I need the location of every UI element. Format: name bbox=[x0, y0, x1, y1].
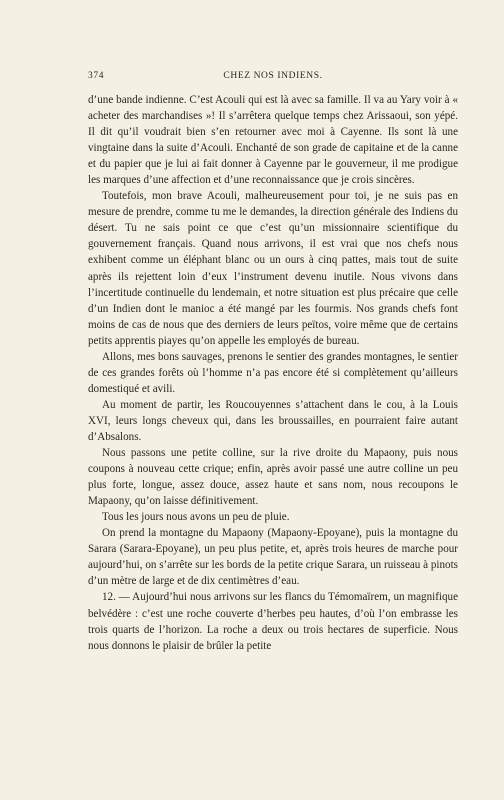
paragraph: On prend la montagne du Mapaony (Mapaony-Epoyane), puis la montagne du Sarara (Sarara-Epoyane), un peu plus petite, et, après trois heures de marche pour aujourd’hui, on s’arrête sur les bords de la petite crique Sarara, un ruisseau à pinots d’un mètre de large et de dix centimètres d’eau. bbox=[88, 527, 458, 588]
page-number: 374 bbox=[88, 71, 105, 81]
paragraph: d’une bande indienne. C’est Acouli qui est là avec sa famille. Il va au Yary voir à « acheter des marchandises »! Il s’arrêtera quelque temps chez Arissaoui, son yépé. Il dit qu’il voudrait bien s’en retourner avec moi à Cayenne. Ils sont là une vingtaine dans la suite d’Acouli. Enchanté de son grade de capitaine et de la canne et du papier que je lui ai fait donner à Cayenne par le gouverneur, il me prodigue les marques d’une affection et d’une reconnaissance que je crois sincères. bbox=[88, 94, 458, 187]
paragraph: Nous passons une petite colline, sur la rive droite du Mapaony, puis nous coupons à nouveau cette crique; enfin, après avoir passé une autre colline un peu plus forte, longue, assez douce, assez haute et sans nom, nous recoupons le Mapaony, qu’on laisse définitivement. bbox=[88, 447, 458, 508]
paragraph: Toutefois, mon brave Acouli, malheureusement pour toi, je ne suis pas en mesure de prendre, comme tu me le demandes, la direction générale des Indiens du désert. Tu ne sais point ce que c’est qu’un missionnaire scientifique du gouvernement français. Quand nous arrivons, il est vrai que nos chefs nous exhibent comme un éléphant blanc ou un ours à cinq pattes, mais tout de suite après ils rejettent loin d’eux l’instrument devenu inutile. Nous vivons dans l’incertitude continuelle du lendemain, et notre situation est plus précaire que celle d’un Indien dont le manioc a été mangé par les fourmis. Nos grands chefs font moins de cas de nous que des derniers de leurs peïtos, voire même que de certains petits apprentis piayes qu’on appelle les employés de bureau. bbox=[88, 190, 458, 347]
running-title: CHEZ NOS INDIENS. bbox=[223, 71, 323, 81]
page-header bbox=[88, 71, 458, 85]
paragraph: Tous les jours nous avons un peu de pluie. bbox=[102, 511, 290, 524]
paragraph: Allons, mes bons sauvages, prenons le sentier des grandes montagnes, le sentier de ces grandes forêts où l’homme n’a pas encore été si complètement qu’ailleurs domestiqué et avili. bbox=[88, 350, 458, 395]
body-text bbox=[88, 92, 458, 654]
paragraph: 12. — Aujourd’hui nous arrivons sur les flancs du Témomaïrem, un magnifique belvédère : c’est une roche couverte d’herbes peu hautes, d’où l’on embrasse les trois quarts de l’horizon. La roche a deux ou trois hectares de superficie. Nous nous donnons le plaisir de brûler la petite bbox=[88, 591, 458, 652]
paragraph: Au moment de partir, les Roucouyennes s’attachent dans le cou, à la Louis XVI, leurs longs cheveux qui, dans les broussailles, en pourraient faire autant d’Absalons. bbox=[88, 398, 458, 443]
